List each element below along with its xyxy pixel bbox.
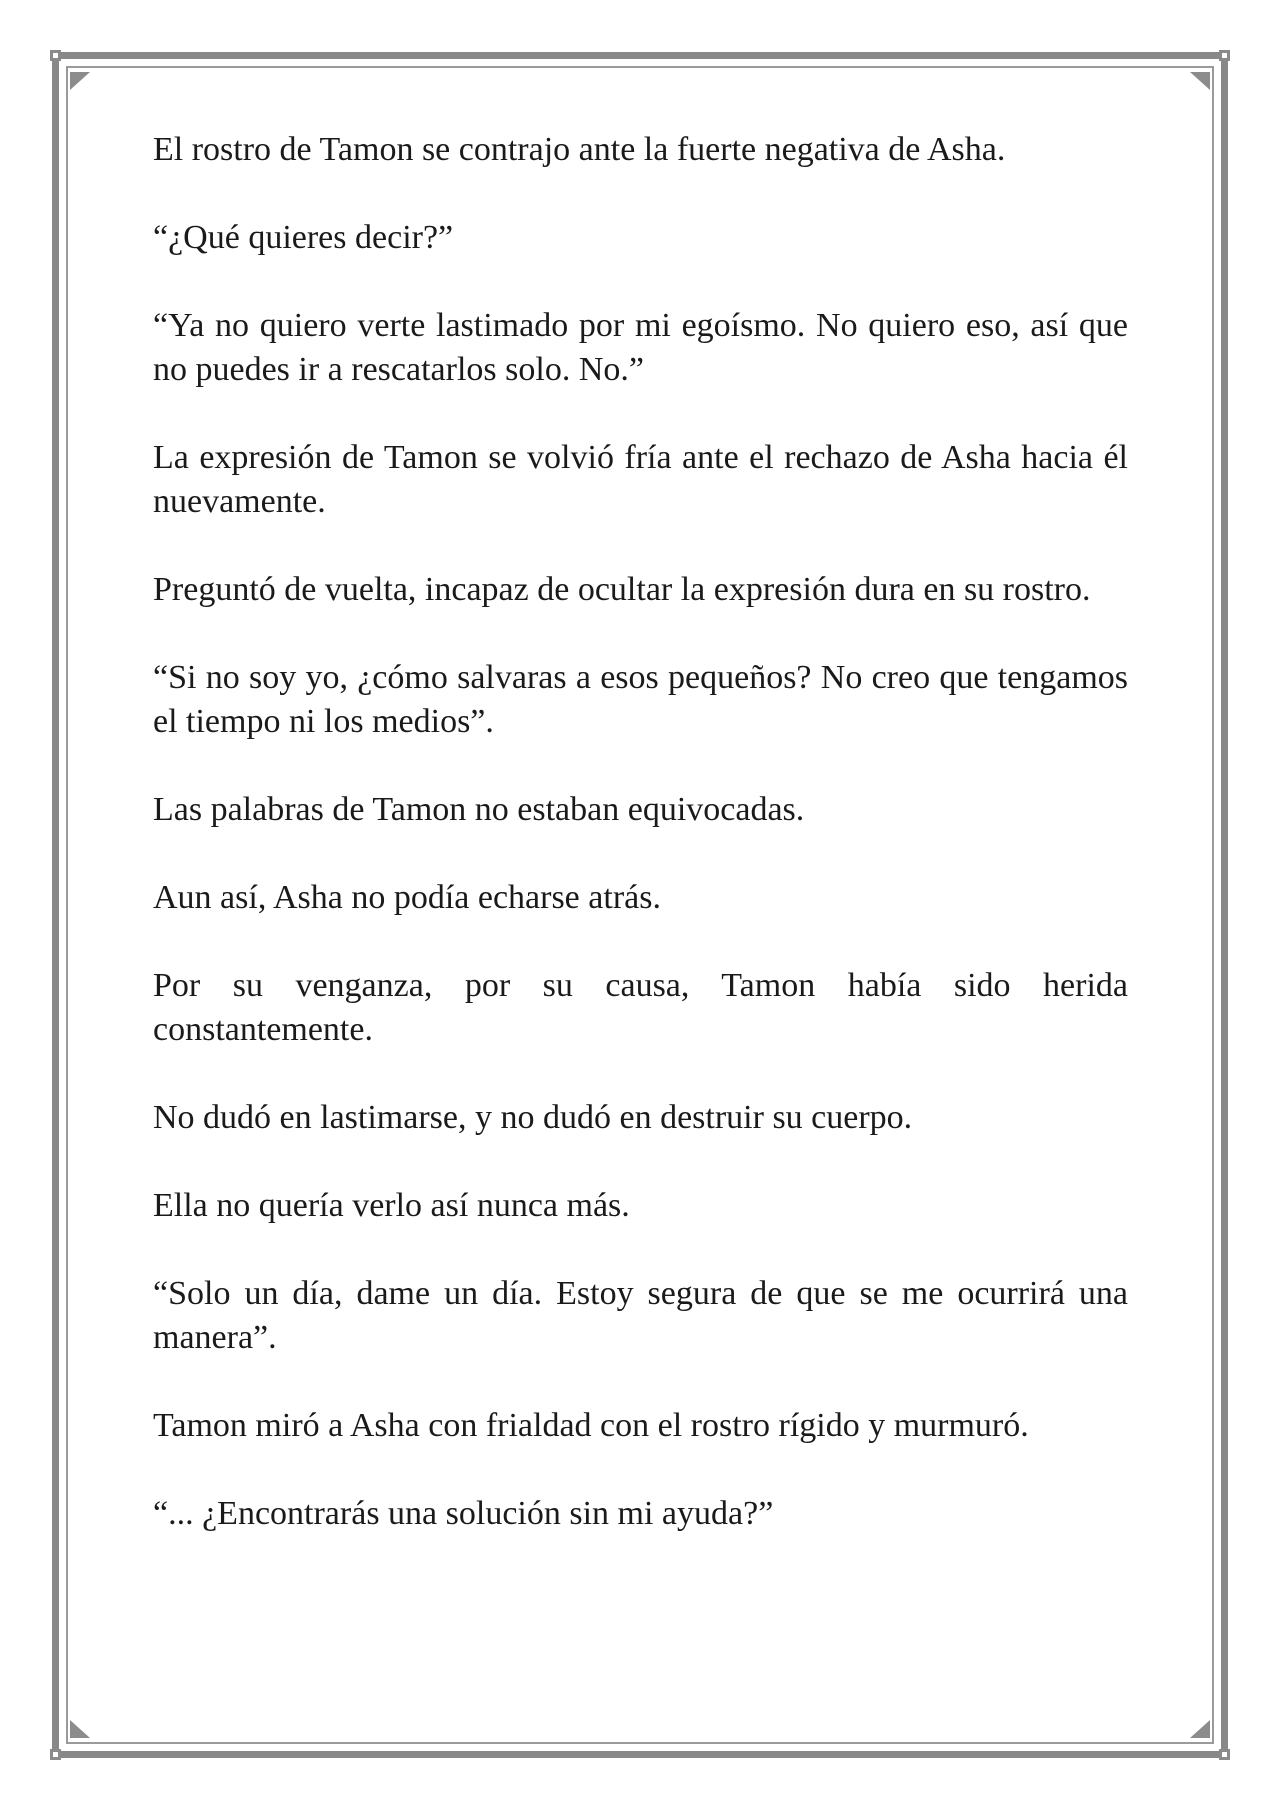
paragraph: “Ya no quiero verte lastimado por mi egoísmo. No quiero eso, así que no puedes ir a rescatarlos solo. No.” (153, 307, 1128, 388)
paragraph: Preguntó de vuelta, incapaz de ocultar la expresión dura en su rostro. (153, 571, 1091, 608)
paragraph: “... ¿Encontrarás una solución sin mi ayuda?” (153, 1495, 774, 1532)
paragraph: “Solo un día, dame un día. Estoy segura de que se me ocurrirá una manera”. (153, 1275, 1128, 1356)
paragraph: Por su venganza, por su causa, Tamon había sido herida constantemente. (153, 967, 1128, 1048)
paragraph: Ella no quería verlo así nunca más. (153, 1187, 630, 1224)
paragraph: Las palabras de Tamon no estaban equivocadas. (153, 791, 805, 828)
paragraph: No dudó en lastimarse, y no dudó en destruir su cuerpo. (153, 1099, 913, 1136)
paragraph: La expresión de Tamon se volvió fría ante el rechazo de Asha hacia él nuevamente. (153, 439, 1128, 520)
paragraph: El rostro de Tamon se contrajo ante la fuerte negativa de Asha. (153, 131, 1006, 168)
paragraph: “¿Qué quieres decir?” (153, 219, 454, 256)
paragraph: Aun así, Asha no podía echarse atrás. (153, 879, 661, 916)
paragraph: Tamon miró a Asha con frialdad con el rostro rígido y murmuró. (153, 1407, 1029, 1444)
paragraph: “Si no soy yo, ¿cómo salvaras a esos pequeños? No creo que tengamos el tiempo ni los medios”. (153, 659, 1128, 740)
story-text (153, 128, 1128, 1580)
